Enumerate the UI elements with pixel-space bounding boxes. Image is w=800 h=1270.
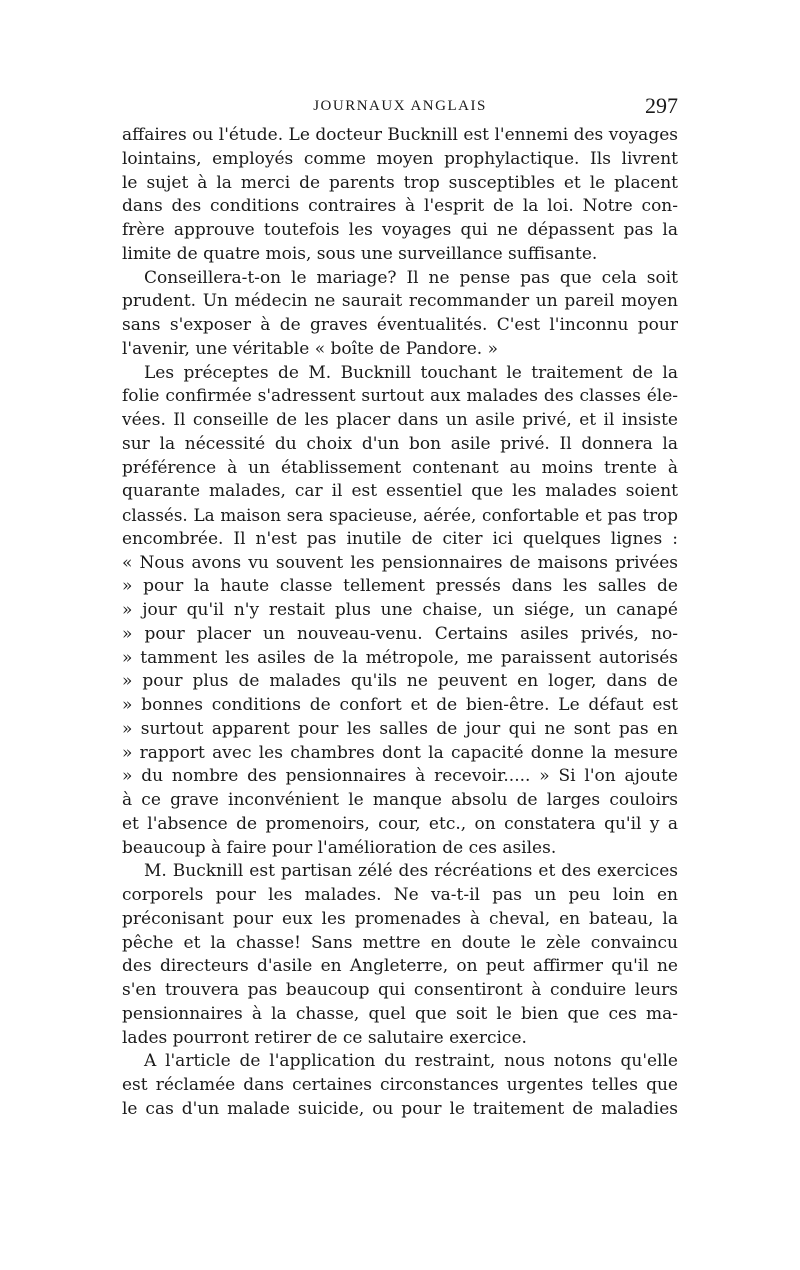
text-line: » jour qu'il n'y restait plus une chaise, un siége, un canapé <box>122 600 678 620</box>
text-line: lades pourront retirer de ce salutaire exercice. <box>122 1027 527 1048</box>
text-line: est réclamée dans certaines circonstances urgentes telles que <box>122 1075 678 1095</box>
text-line: corporels pour les malades. Ne va-t-il pas un peu loin en <box>122 885 678 905</box>
text-line: sans s'exposer à de graves éventualités. C'est l'inconnu pour <box>122 315 678 335</box>
running-title: JOURNAUX ANGLAIS <box>313 98 487 114</box>
text-line: » pour plus de malades qu'ils ne peuvent en loger, dans de <box>122 671 678 692</box>
text-line: classés. La maison sera spacieuse, aérée, confortable et pas trop <box>122 505 678 525</box>
text-line: le sujet à la merci de parents trop susceptibles et le placent <box>122 172 678 193</box>
text-line: « Nous avons vu souvent les pensionnaires de maisons privées <box>122 552 678 573</box>
text-line: des directeurs d'asile en Angleterre, on peut affirmer qu'il ne <box>122 956 678 977</box>
running-head <box>122 92 678 120</box>
text-line: » pour placer un nouveau-venu. Certains asiles privés, no- <box>122 623 678 644</box>
text-line: folie confirmée s'adressent surtout aux malades des classes éle- <box>122 386 678 407</box>
text-line: encombrée. Il n'est pas inutile de citer ici quelques lignes : <box>122 528 678 549</box>
text-line: l'avenir, une véritable « boîte de Pandore. » <box>122 338 498 359</box>
text-line: » pour la haute classe tellement pressés dans les salles de <box>122 576 678 597</box>
text-line: » tamment les asiles de la métropole, me paraissent autorisés <box>122 647 678 668</box>
text-line: vées. Il conseille de les placer dans un asile privé, et il insiste <box>122 410 678 430</box>
text-line: lointains, employés comme moyen prophylactique. Ils livrent <box>122 148 678 169</box>
text-line: préférence à un établissement contenant au moins trente à <box>122 457 678 478</box>
text-line: M. Bucknill est partisan zélé des récréations et des exercices <box>144 861 678 882</box>
text-line: limite de quatre mois, sous une surveillance suffisante. <box>122 243 598 264</box>
text-line: le cas d'un malade suicide, ou pour le traitement de maladies <box>122 1098 678 1119</box>
text-line: à ce grave inconvénient le manque absolu de larges couloirs <box>122 790 678 810</box>
text-line: pensionnaires à la chasse, quel que soit le bien que ces ma- <box>122 1003 678 1024</box>
text-line: » bonnes conditions de confort et de bien-être. Le défaut est <box>122 695 678 715</box>
text-line: pêche et la chasse! Sans mettre en doute le zèle convaincu <box>122 932 678 953</box>
text-line: s'en trouvera pas beaucoup qui consentiront à conduire leurs <box>122 980 678 1000</box>
text-line: dans des conditions contraires à l'esprit de la loi. Notre con- <box>122 196 678 217</box>
text-line: frère approuve toutefois les voyages qui ne dépassent pas la <box>122 220 678 240</box>
text-line: affaires ou l'étude. Le docteur Bucknill est l'ennemi des voyages <box>122 125 678 145</box>
page-number: 297 <box>645 93 678 118</box>
text-line: » surtout apparent pour les salles de jour qui ne sont pas en <box>122 718 678 739</box>
text-line: A l'article de l'application du restraint, nous notons qu'elle <box>144 1051 678 1072</box>
text-line: quarante malades, car il est essentiel que les malades soient <box>122 481 678 502</box>
text-line: Les préceptes de M. Bucknill touchant le traitement de la <box>144 362 678 383</box>
text-line: et l'absence de promenoirs, cour, etc., on constatera qu'il y a <box>122 813 678 834</box>
text-line: préconisant pour eux les promenades à cheval, en bateau, la <box>122 908 678 929</box>
text-line: Conseillera-t-on le mariage? Il ne pense pas que cela soit <box>144 267 678 288</box>
body-text <box>122 124 678 1122</box>
text-line: prudent. Un médecin ne saurait recommander un pareil moyen <box>122 291 678 312</box>
text-line: beaucoup à faire pour l'amélioration de ces asiles. <box>122 837 557 858</box>
text-line: sur la nécessité du choix d'un bon asile privé. Il donnera la <box>122 433 678 454</box>
text-line: » rapport avec les chambres dont la capacité donne la mesure <box>122 742 678 763</box>
text-line: » du nombre des pensionnaires à recevoir..... » Si l'on ajoute <box>122 766 678 787</box>
